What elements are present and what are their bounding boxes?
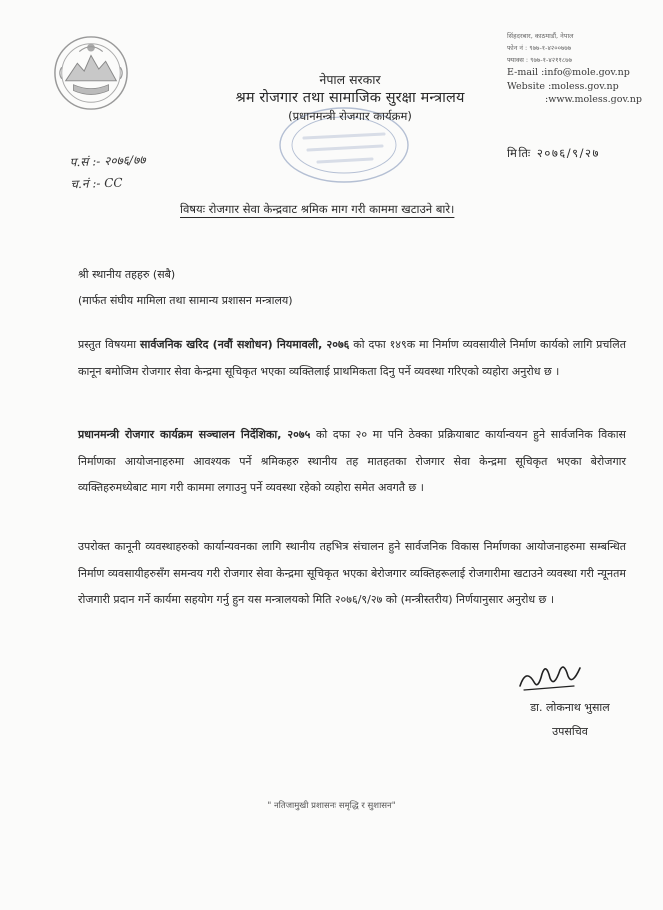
government-name: नेपाल सरकार — [319, 72, 381, 87]
addressee — [78, 262, 293, 314]
p2-bold-guideline-name: प्रधानमन्त्री रोजगार कार्यक्रम सञ्चालन निर्देशिका, २०७५ — [78, 428, 311, 441]
nepal-emblem-icon — [52, 34, 130, 112]
contact-phone: फोन नं : ९७७-१-४२००७७७ — [507, 44, 572, 52]
letter-date: मितिः २०७६/९/२७ — [507, 146, 600, 160]
handwritten-reference — [69, 149, 146, 196]
p2-text: को दफा २० मा पनि ठेक्का प्रक्रियाबाट कार्यान्वयन हुने सार्वजनिक विकास निर्माणका आयोजनाहरुमा आवश्यक पर्ने श्रमिकहरु स्थानीय तह मातहतका रोजगार सेवा केन्द्रमा सूचिकृत भएका बेरोजगार व्यक्तिहरुमध्येबाट माग गरी काममा लगाउनु पर्ने व्यवस्था रहेको व्यहोरा समेत अवगतै छ । — [78, 428, 626, 494]
letter-number: प.सं :- २०७६/७७ — [69, 152, 146, 170]
signer-name: डा. लोकनाथ भुसाल — [530, 701, 610, 714]
contact-info — [507, 30, 657, 107]
letter-subject: विषयः रोजगार सेवा केन्द्रवाट श्रमिक माग गरी काममा खटाउने बारे। — [180, 202, 455, 216]
addressee-line-1: श्री स्थानीय तहहरु (सबै) — [78, 268, 176, 281]
program-name: (प्रधानमन्त्री रोजगार कार्यक्रम) — [288, 109, 412, 123]
body-paragraph-3: उपरोक्त कानूनी व्यवस्थाहरुको कार्यान्यवनका लागि स्थानीय तहभित्र संचालन हुने सार्वजनिक विकास निर्माणका आयोजनाहरुमा सम्बन्धित निर्माण व्यवसायीहरुसँग समन्वय गरी रोजगार सेवा केन्द्रमा सूचिकृत भएका बेरोजगार व्यक्तिहरूलाई रोजगारीमा खटाउने व्यवस्था गरी न्यूनतम रोजगारी प्रदान गर्ने कार्यमा सहयोग गर्नु हुन यस मन्त्रालयको मिति २०७६/९/२७ को (मन्त्रीस्तरीय) निर्णयानुसार अनुरोध छ । — [78, 540, 626, 606]
p1-bold-rule-name: सार्वजनिक खरिद (नवौं सशोधन) नियमावली, २०७६ — [140, 338, 350, 351]
signer-block — [510, 696, 630, 744]
contact-website-alt: :www.moless.gov.np — [545, 94, 642, 105]
ministry-name: श्रम रोजगार तथा सामाजिक सुरक्षा मन्त्रालय — [235, 90, 465, 106]
signer-designation: उपसचिव — [552, 725, 588, 738]
p1-text-end: को दफा १४९क मा निर्माण व्यवसायीले निर्माण कार्यको लागि प्रचलित कानून बमोजिम रोजगार सेवा केन्द्रमा सूचिकृत भएका व्यक्तिलाई प्राथमिकता दिनु पर्ने व्यवस्था गरिएको व्यहोरा अनुरोध छ । — [78, 338, 626, 378]
p1-text-start: प्रस्तुत विषयमा — [78, 338, 141, 351]
letterhead — [200, 72, 500, 124]
body-paragraph-2 — [78, 422, 626, 502]
signature-image — [516, 656, 586, 696]
contact-address: सिंहदरबार, काठमाडौं, नेपाल — [507, 32, 574, 40]
contact-fax: फ्याक्स : ९७७-१-४२११८७७ — [507, 56, 573, 64]
contact-website: Website :moless.gov.np — [507, 80, 619, 92]
footer-motto: " नतिजामुखी प्रशासनः समृद्धि र सुशासन" — [267, 801, 396, 811]
addressee-line-2: (मार्फत संघीय मामिला तथा सामान्य प्रशासन मन्त्रालय) — [78, 294, 293, 307]
dispatch-number: च.नं :- CC — [70, 175, 123, 192]
body-paragraph-1 — [78, 332, 626, 385]
contact-email: E-mail :info@mole.gov.np — [507, 67, 630, 78]
